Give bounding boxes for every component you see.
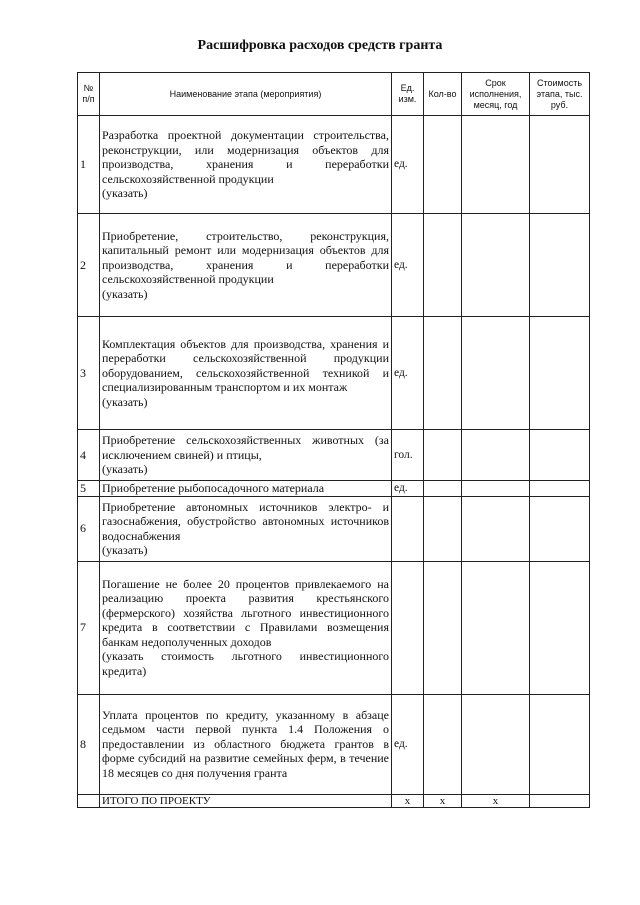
row-name-cell [100,214,392,317]
row-name: Приобретение автономных источников электро- и газоснабжения, обустройство автономных источников водоснабжения [102,499,389,543]
row-cost [530,430,590,481]
row-cost [530,317,590,430]
row-note: (указать стоимость льготного инвестиционного кредита) [102,649,389,678]
page-title: Расшифровка расходов средств гранта [197,38,443,53]
row-qty [424,561,462,694]
row-note: (указать) [102,394,148,409]
table-row [78,561,590,694]
total-unit: х [392,794,424,807]
row-unit: ед. [392,317,424,430]
table-row [78,317,590,430]
total-label: ИТОГО ПО ПРОЕКТУ [100,794,392,807]
row-name-cell [100,317,392,430]
row-unit: ед. [392,214,424,317]
table-row [78,496,590,561]
row-term [462,116,530,214]
total-row [78,794,590,807]
row-qty [424,694,462,794]
row-name: Приобретение сельскохозяйственных животных (за исключением свиней) и птицы, [102,433,389,462]
row-qty [424,214,462,317]
row-note: (указать) [102,186,148,201]
row-unit: ед. [392,694,424,794]
header-term: Срок исполнения, месяц, год [462,73,530,116]
row-cost [530,561,590,694]
row-name: Комплектация объектов для производства, хранения и переработки сельскохозяйственной продукции оборудованием, сельскохозяйственной техникой и специализированным транспортом и их монтаж [102,336,389,395]
row-term [462,481,530,497]
row-name: Уплата процентов по кредиту, указанному в абзаце седьмом части первой пункта 1.4 Положения о предоставлении из областного бюджета грантов в форме субсидий на развитие семейных ферм, в течение 18 месяцев со дня получения гранта [102,707,389,780]
total-cost [530,794,590,807]
row-term [462,694,530,794]
row-num: 4 [78,430,100,481]
table-row [78,694,590,794]
row-num: 1 [78,116,100,214]
table-row [78,430,590,481]
total-term: х [462,794,530,807]
row-term [462,214,530,317]
row-unit: гол. [392,430,424,481]
total-num [78,794,100,807]
row-cost [530,481,590,497]
row-qty [424,481,462,497]
header-cost: Стоимость этапа, тыс. руб. [530,73,590,116]
row-cost [530,694,590,794]
row-name-cell [100,481,392,497]
row-note: (указать) [102,543,148,557]
row-name-cell [100,694,392,794]
row-qty [424,496,462,561]
row-cost [530,116,590,214]
row-term [462,561,530,694]
row-unit [392,561,424,694]
total-qty: х [424,794,462,807]
row-term [462,317,530,430]
row-unit [392,496,424,561]
row-name: Приобретение рыбопосадочного материала [102,481,325,495]
row-note: (указать) [102,286,148,301]
row-name: Погашение не более 20 процентов привлекаемого на реализацию проекта развития крестьянского (фермерского) хозяйства льготного инвестиционного кредита в соответствии с Правилами возмещения банкам недополученных доходов [102,576,389,649]
row-num: 6 [78,496,100,561]
header-num: № п/п [78,73,100,116]
row-unit: ед. [392,116,424,214]
row-name-cell [100,561,392,694]
row-name: Разработка проектной документации строительства, реконструкции, или модернизация объектов для производства, хранения и переработки сельскохозяйственной продукции [102,128,389,186]
row-qty [424,430,462,481]
row-cost [530,496,590,561]
row-note: (указать) [102,462,148,477]
row-qty [424,317,462,430]
row-qty [424,116,462,214]
row-cost [530,214,590,317]
row-unit: ед. [392,481,424,497]
row-name-cell [100,430,392,481]
row-num: 5 [78,481,100,497]
row-name-cell [100,496,392,561]
header-name: Наименование этапа (мероприятия) [100,73,392,116]
table-row [78,214,590,317]
row-term [462,496,530,561]
row-num: 3 [78,317,100,430]
row-num: 7 [78,561,100,694]
table-header-row [78,73,590,116]
header-qty: Кол-во [424,73,462,116]
row-name-cell [100,116,392,214]
row-num: 2 [78,214,100,317]
row-term [462,430,530,481]
header-unit: Ед. изм. [392,73,424,116]
row-num: 8 [78,694,100,794]
expense-table [77,72,590,808]
row-name: Приобретение, строительство, реконструкция, капитальный ремонт или модернизация объектов для производства, хранения и переработки сельскохозяйственной продукции [102,228,389,287]
table-row [78,481,590,497]
table-row [78,116,590,214]
